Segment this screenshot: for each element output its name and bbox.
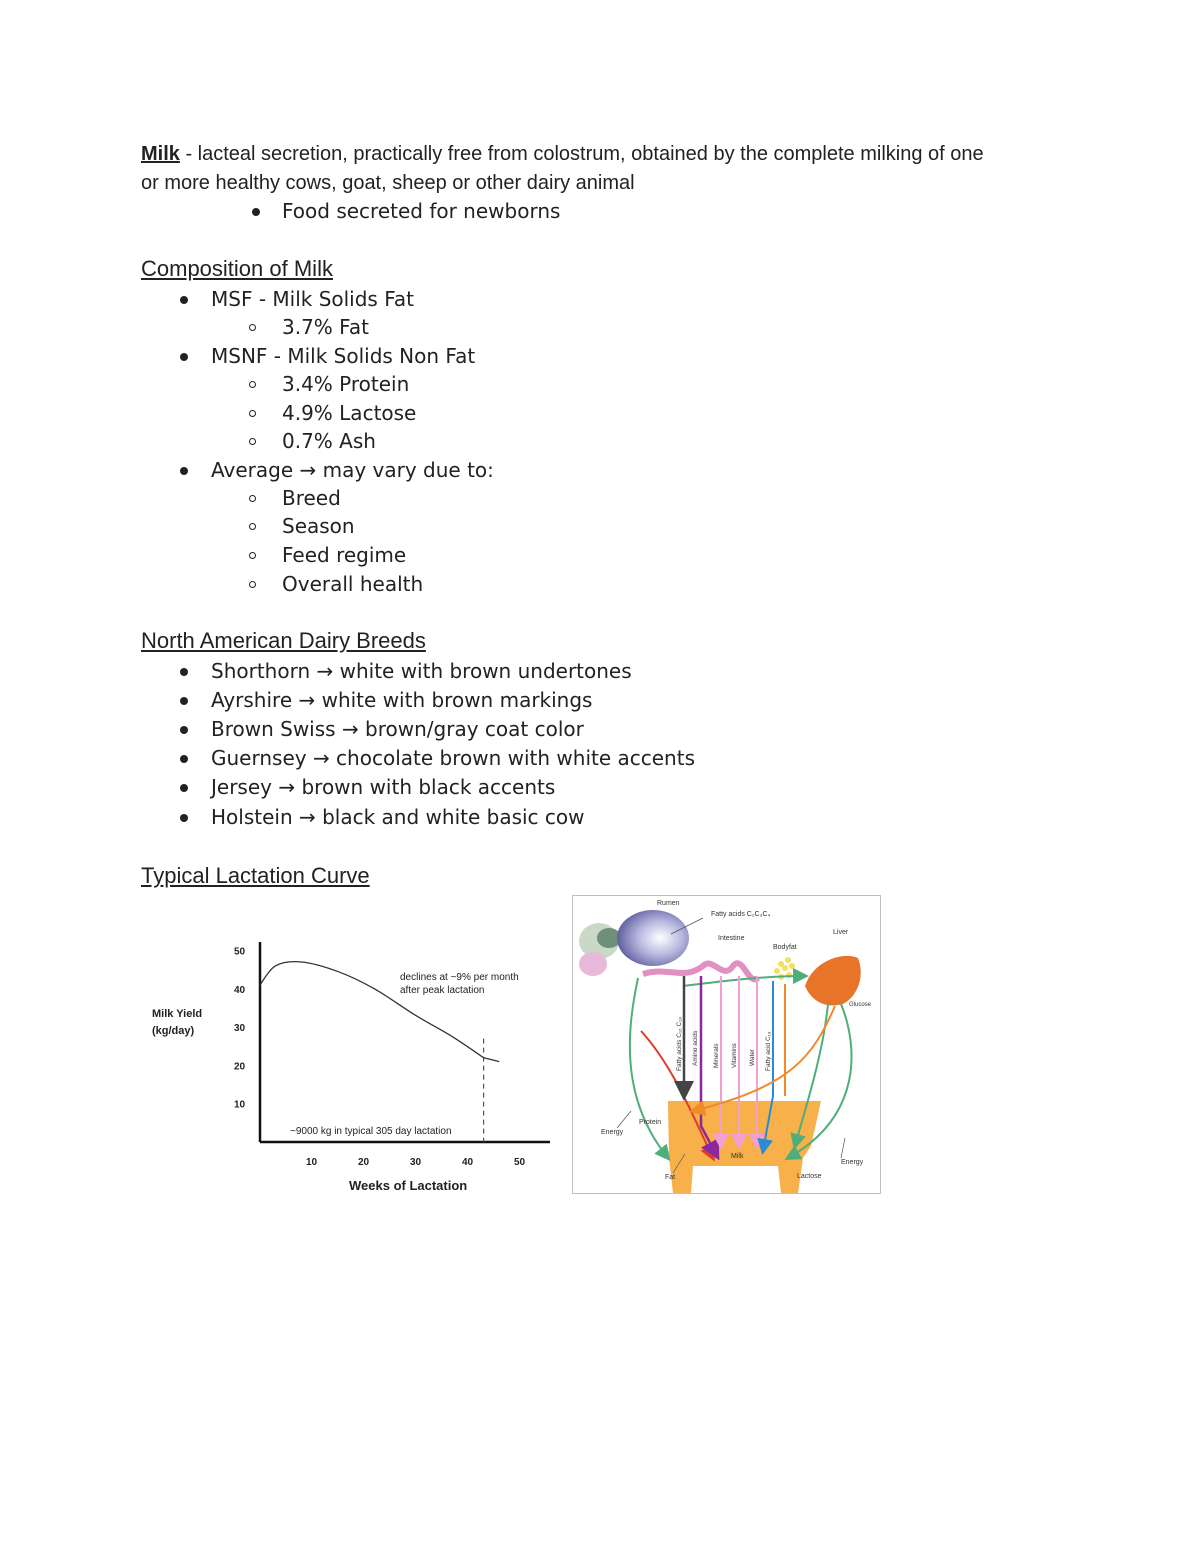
composition-sub-fat: 3.7% Fat bbox=[282, 315, 369, 339]
decline-annotation-line-2: after peak lactation bbox=[400, 985, 485, 996]
x-tick-label: 10 bbox=[306, 1157, 318, 1168]
composition-item-msf: MSF - Milk Solids Fat bbox=[211, 287, 414, 311]
breed-item: Shorthorn → white with brown undertones bbox=[211, 659, 632, 683]
bullet-dot bbox=[180, 784, 188, 792]
y-tick-label: 50 bbox=[234, 946, 246, 958]
amino-acids-label: Amino acids bbox=[692, 1030, 699, 1066]
rumen-label: Rumen bbox=[657, 900, 680, 907]
sub-bullet-circle bbox=[249, 523, 256, 530]
lactation-heading: Typical Lactation Curve bbox=[141, 863, 370, 888]
milk-synthesis-diagram bbox=[572, 895, 881, 1194]
lactation-chart bbox=[140, 932, 560, 1200]
milk-definition: - lacteal secretion, practically free from colostrum, obtained by the complete milking of one bbox=[179, 143, 984, 165]
bullet-dot bbox=[180, 814, 188, 822]
fatty-acid-c18-label: Fatty acid C₁₈ bbox=[765, 1031, 772, 1071]
composition-heading: Composition of Milk bbox=[141, 256, 333, 281]
sub-bullet-circle bbox=[249, 324, 256, 331]
y-tick-label: 20 bbox=[234, 1061, 246, 1073]
protein-label: Protein bbox=[639, 1119, 662, 1126]
water-label: Water bbox=[749, 1048, 756, 1066]
lactation-curve-extension bbox=[484, 1058, 500, 1062]
composition-item-msnf: MSNF - Milk Solids Non Fat bbox=[211, 344, 476, 368]
newborn-food-item: Food secreted for newborns bbox=[282, 199, 561, 223]
bodyfat-label: Bodyfat bbox=[773, 944, 797, 951]
sub-bullet-circle bbox=[249, 381, 256, 388]
y-tick-label: 10 bbox=[234, 1099, 246, 1111]
fatty-acids-long-label: Fatty acids C₁₆ C₁₈ bbox=[676, 1016, 683, 1071]
breed-item: Guernsey → chocolate brown with white accents bbox=[211, 746, 695, 770]
minerals-label: Minerals bbox=[713, 1043, 720, 1068]
vitamins-label: Vitamins bbox=[731, 1043, 738, 1068]
lactose-label: Lactose bbox=[797, 1173, 822, 1180]
breed-item: Holstein → black and white basic cow bbox=[211, 805, 585, 829]
y-axis-label-line-2: (kg/day) bbox=[152, 1025, 195, 1037]
breed-item: Brown Swiss → brown/gray coat color bbox=[211, 717, 584, 741]
abomasum-shape bbox=[579, 952, 607, 976]
breed-item: Ayrshire → white with brown markings bbox=[211, 688, 593, 712]
fatty-acids-label: Fatty acids C₂C₃C₄ bbox=[711, 911, 771, 918]
bullet-dot bbox=[180, 697, 188, 705]
sub-bullet-circle bbox=[249, 410, 256, 417]
composition-sub-feed: Feed regime bbox=[282, 543, 407, 567]
lactation-chart-svg bbox=[140, 932, 560, 1200]
y-tick-label: 40 bbox=[234, 984, 246, 996]
milk-label: Milk bbox=[731, 1153, 744, 1160]
x-tick-label: 40 bbox=[462, 1157, 474, 1168]
energy-arrow-left bbox=[630, 978, 668, 1158]
bullet-dot bbox=[180, 353, 188, 361]
composition-sub-season: Season bbox=[282, 514, 355, 538]
bullet-dot bbox=[180, 726, 188, 734]
energy-left-label: Energy bbox=[601, 1129, 624, 1136]
bullet-dot bbox=[180, 755, 188, 763]
composition-sub-health: Overall health bbox=[282, 572, 424, 596]
liver-label: Liver bbox=[833, 929, 849, 936]
bullet-dot bbox=[180, 296, 188, 304]
milk-synthesis-svg bbox=[573, 896, 880, 1193]
x-tick-label: 20 bbox=[358, 1157, 370, 1168]
total-annotation: ~9000 kg in typical 305 day lactation bbox=[290, 1126, 452, 1137]
sub-bullet-circle bbox=[249, 581, 256, 588]
bullet-dot bbox=[180, 668, 188, 676]
fat-label: Fat bbox=[665, 1174, 676, 1181]
energy-right-label: Energy bbox=[841, 1159, 864, 1166]
composition-sub-protein: 3.4% Protein bbox=[282, 372, 410, 396]
x-axis-label: Weeks of Lactation bbox=[349, 1178, 468, 1193]
x-tick-label: 30 bbox=[410, 1157, 422, 1168]
definition-line-1 bbox=[141, 142, 984, 166]
sub-bullet-circle bbox=[249, 552, 256, 559]
glucose-label: Glucose bbox=[849, 1002, 872, 1008]
breeds-heading: North American Dairy Breeds bbox=[141, 628, 426, 653]
composition-item-average: Average → may vary due to: bbox=[211, 458, 494, 482]
energy-left-leader bbox=[617, 1111, 631, 1128]
bullet-dot bbox=[180, 467, 188, 475]
decline-annotation-line-1: declines at ~9% per month bbox=[400, 972, 519, 983]
rumen-shape bbox=[617, 910, 689, 966]
sub-bullet-circle bbox=[249, 495, 256, 502]
definition-line-2: or more healthy cows, goat, sheep or other dairy animal bbox=[141, 172, 635, 194]
composition-sub-breed: Breed bbox=[282, 486, 341, 510]
y-tick-label: 30 bbox=[234, 1023, 246, 1035]
bullet-dot bbox=[252, 208, 260, 216]
milk-term: Milk bbox=[141, 143, 180, 165]
breed-item: Jersey → brown with black accents bbox=[211, 775, 556, 799]
composition-sub-ash: 0.7% Ash bbox=[282, 429, 376, 453]
liver-shape bbox=[805, 956, 861, 1006]
composition-sub-lactose: 4.9% Lactose bbox=[282, 401, 417, 425]
energy-right-leader bbox=[841, 1138, 845, 1158]
x-tick-label: 50 bbox=[514, 1157, 526, 1168]
sub-bullet-circle bbox=[249, 438, 256, 445]
y-axis-label-line-1: Milk Yield bbox=[152, 1008, 203, 1020]
intestine-label: Intestine bbox=[718, 935, 745, 942]
